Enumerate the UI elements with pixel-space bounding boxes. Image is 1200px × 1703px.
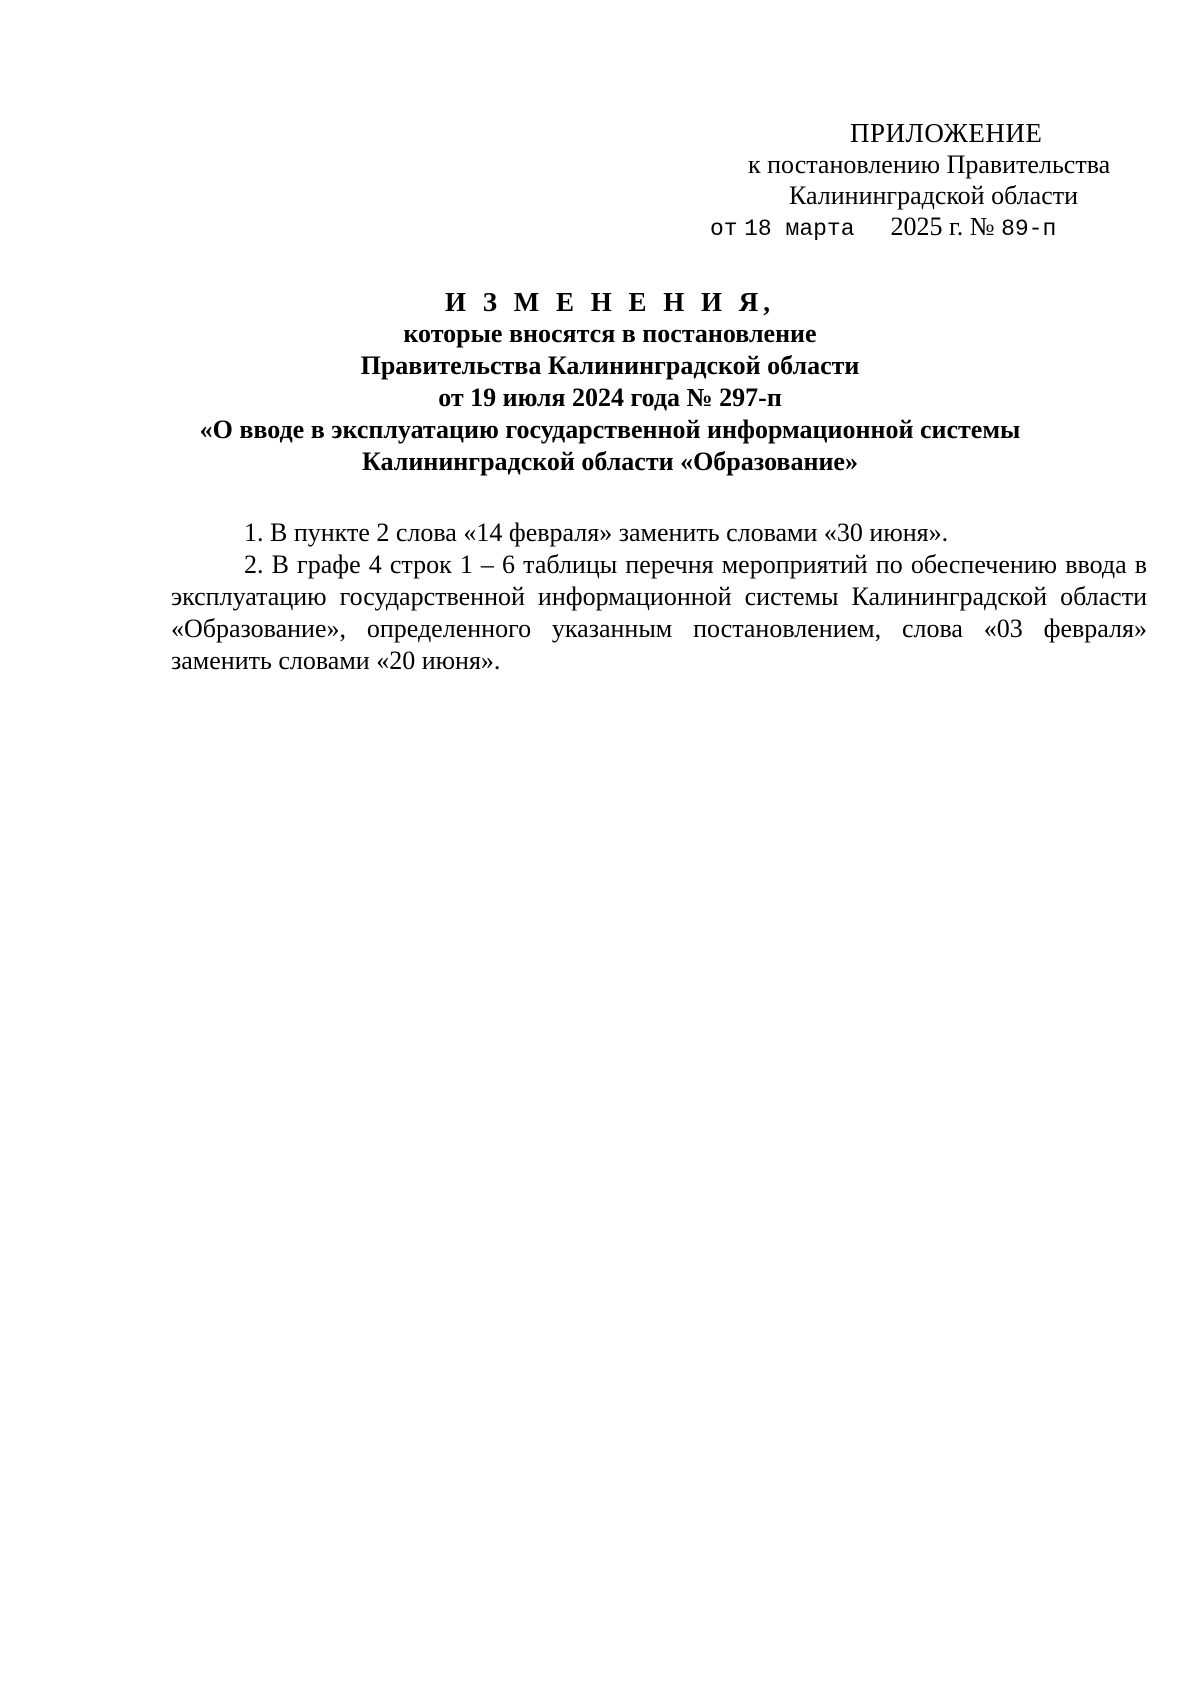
date-prefix: от xyxy=(710,216,738,242)
appendix-date-line xyxy=(700,211,1160,245)
appendix-block xyxy=(700,118,1160,245)
heading-title: И З М Е Н Е Н И Я, xyxy=(444,287,775,317)
heading-line-5: «О вводе в эксплуатацию государственной информационной системы xyxy=(199,415,1021,444)
paragraph-2: 2. В графе 4 строк 1 – 6 таблицы перечня мероприятий по обеспечению ввода в эксплуатацию государственной информационной системы Калининградской области «Образование», определенного указанным постановлением, слова «03 февраля» заменить словами «20 июня». xyxy=(171,550,1147,675)
heading-line-2: которые вносятся в постановление xyxy=(403,319,817,348)
document-body xyxy=(171,517,1147,677)
heading-line-4: от 19 июля 2024 года № 297-п xyxy=(438,383,782,412)
document-number: 89-п xyxy=(1001,216,1057,242)
appendix-line-region: Калининградской области xyxy=(789,181,1079,210)
document-heading xyxy=(160,286,1060,478)
appendix-line-resolution: к постановлению Правительства xyxy=(748,150,1111,179)
date-year: 2025 г. № xyxy=(890,212,995,241)
heading-line-6: Калининградской области «Образование» xyxy=(362,447,858,476)
heading-line-3: Правительства Калининградской области xyxy=(360,351,860,380)
paragraph-1: 1. В пункте 2 слова «14 февраля» заменить словами «30 июня». xyxy=(244,518,949,547)
date-value: 18 марта xyxy=(744,216,855,242)
appendix-title: ПРИЛОЖЕНИЕ xyxy=(850,118,1043,148)
